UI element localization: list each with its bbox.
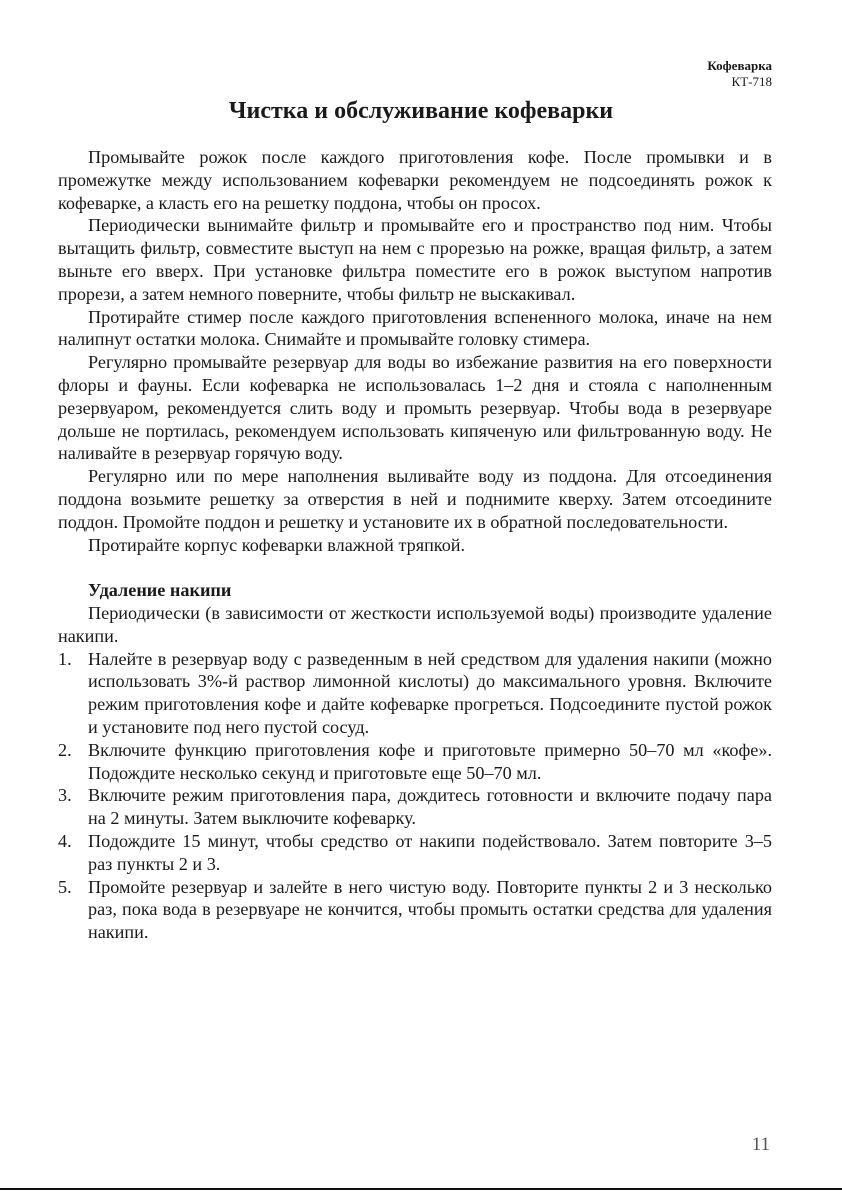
section-heading-descaling: Удаление накипи	[88, 580, 232, 601]
descaling-steps	[58, 648, 772, 944]
paragraph-drip-tray: Регулярно или по мере наполнения выливайте воду из поддона. Для отсоединения поддона возьмите решетку за отверстия в ней и поднимите кверху. Затем отсоедините поддон. Промойте поддон и решетку и установите их в обратной последовательности.	[58, 466, 772, 532]
header-model: КТ-718	[731, 74, 772, 89]
descaling-step	[58, 784, 772, 830]
step-text: Подождите 15 минут, чтобы средство от накипи подействовало. Затем повторите 3–5 раз пункты 2 и 3.	[88, 830, 772, 874]
step-number: 1.	[58, 648, 72, 669]
descaling-step	[58, 876, 772, 944]
step-number: 3.	[58, 785, 72, 806]
descaling-step	[58, 739, 772, 785]
descaling-step	[58, 648, 772, 739]
descaling-step	[58, 830, 772, 876]
step-number: 5.	[58, 876, 72, 897]
descaling-intro: Периодически (в зависимости от жесткости используемой воды) производите удаление накипи.	[58, 602, 772, 646]
page-title: Чистка и обслуживание кофеварки	[228, 98, 614, 124]
page-number: 11	[751, 1134, 770, 1155]
paragraph-steamer: Протирайте стимер после каждого приготовления вспененного молока, иначе на нем налипнут остатки молока. Снимайте и промывайте головку стимера.	[58, 306, 772, 350]
header-product: Кофеварка	[707, 58, 772, 73]
paragraph-rinse-holder: Промывайте рожок после каждого приготовления кофе. После промывки и в промежутке между использованием кофеварки рекомендуем не подсоединять рожок к кофеварке, а класть его на решетку поддона, чтобы он просох.	[58, 147, 772, 213]
step-text: Включите режим приготовления пара, дождитесь готовности и включите подачу пара на 2 минуты. Затем выключите кофеварку.	[88, 785, 772, 829]
step-text: Включите функцию приготовления кофе и приготовьте примерно 50–70 мл «кофе». Подождите несколько секунд и приготовьте еще 50–70 мл.	[88, 739, 772, 783]
running-header	[707, 58, 772, 90]
paragraph-body: Протирайте корпус кофеварки влажной тряпкой.	[88, 534, 466, 555]
step-number: 2.	[58, 739, 72, 760]
step-text: Налейте в резервуар воду с разведенным в ней средством для удаления накипи (можно использовать 3%-й раствор лимонной кислоты) до максимального уровня. Включите режим приготовления кофе и дайте кофеварке прогреться. Подсоедините пустой рожок и установите под него пустой сосуд.	[88, 648, 772, 737]
page-content	[58, 146, 772, 944]
paragraph-water-tank: Регулярно промывайте резервуар для воды во избежание развития на его поверхности флоры и фауны. Если кофеварка не использовалась 1–2 дня и стояла с наполненным резервуаром, рекомендуется слить воду и промыть резервуар. Чтобы вода в резервуаре дольше не портилась, рекомендуем использовать кипяченую или фильтрованную воду. Не наливайте в резервуар горячую воду.	[58, 352, 772, 464]
bottom-rule	[0, 1188, 842, 1190]
step-text: Промойте резервуар и залейте в него чистую воду. Повторите пункты 2 и 3 несколько раз, пока вода в резервуаре не кончится, чтобы промыть остатки средства для удаления накипи.	[88, 876, 772, 943]
step-number: 4.	[58, 830, 72, 851]
paragraph-filter: Периодически вынимайте фильтр и промывайте его и пространство под ним. Чтобы вытащить фильтр, совместите выступ на нем с прорезью на рожке, вращая фильтр, а затем выньте его вверх. При установке фильтра поместите его в рожок выступом напротив прорези, а затем немного поверните, чтобы фильтр не выскакивал.	[58, 215, 772, 304]
